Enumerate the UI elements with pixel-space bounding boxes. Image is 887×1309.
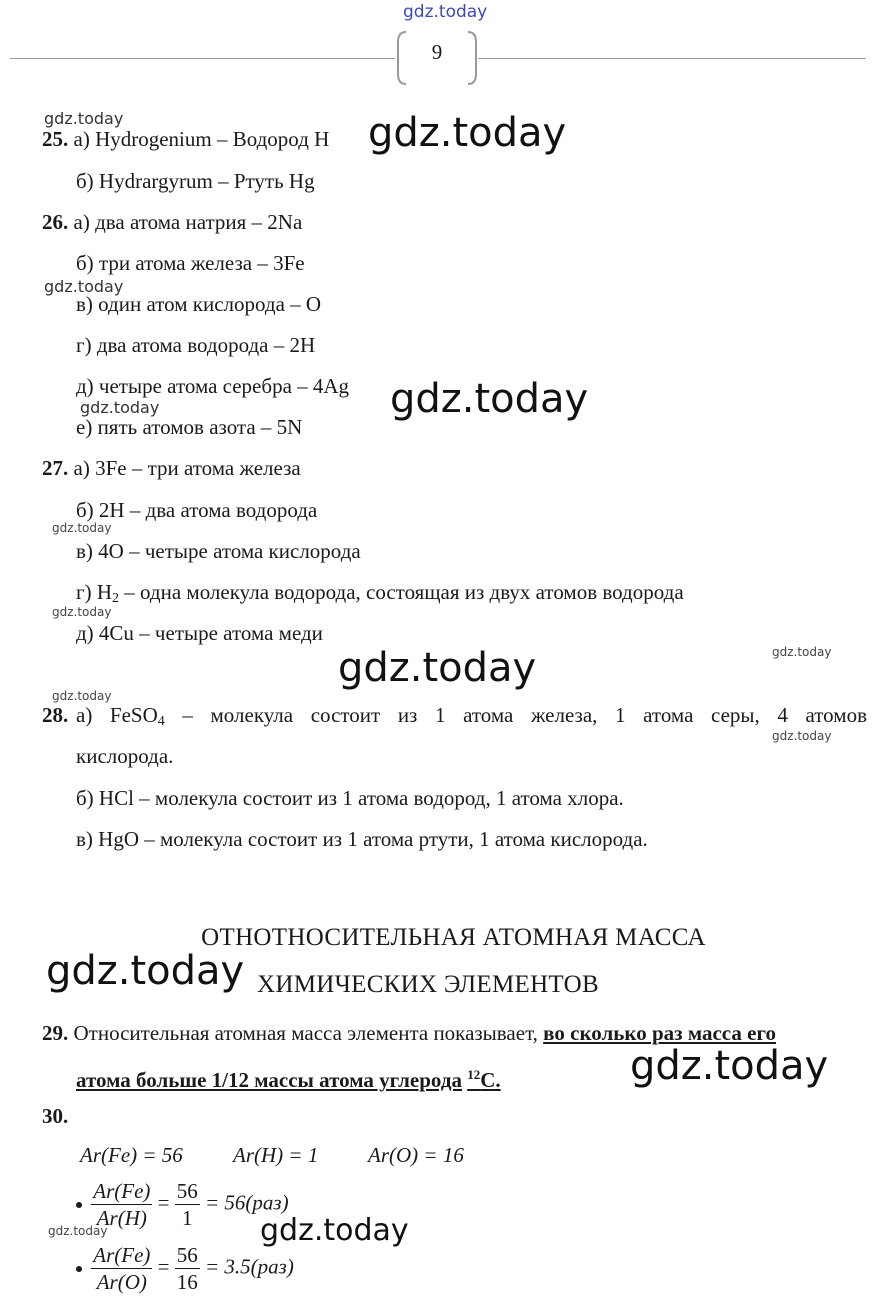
q29-isotope — [467, 1068, 500, 1092]
q26-e: д) четыре атома серебра – 4Ag — [76, 374, 350, 398]
q30-formula-1 — [76, 1178, 289, 1231]
q26-b: б) три атома железа – 3Fe — [76, 251, 305, 275]
q30-number: 30. — [42, 1104, 69, 1128]
formula-result: = 3.5(раз) — [204, 1254, 294, 1279]
bullet-icon — [76, 1266, 82, 1272]
fraction-denominator: Ar(H) — [96, 1206, 147, 1230]
q28-c: в) HgO – молекула состоит из 1 атома ртути, 1 атома кислорода. — [76, 827, 648, 851]
q28-a-post: – молекула состоит из 1 атома железа, 1 атома серы, 4 атомов — [164, 703, 867, 727]
header-rule-left — [10, 58, 395, 59]
q27-b: б) 2H – два атома водорода — [76, 498, 318, 522]
q26-a: а) два атома натрия – 2Na — [73, 210, 303, 234]
watermark: gdz.today — [46, 948, 245, 994]
fraction — [175, 1242, 200, 1295]
q29-bold-3: C. — [480, 1068, 501, 1092]
q27-c: в) 4O – четыре атома кислорода — [76, 539, 361, 563]
bullet-icon — [76, 1202, 82, 1208]
q27-d — [76, 579, 684, 612]
formula-result: = 56(раз) — [204, 1190, 289, 1215]
watermark: gdz.today — [772, 729, 832, 743]
watermark: gdz.today — [630, 1043, 829, 1089]
q29-number: 29. — [42, 1021, 69, 1045]
q26-number: 26. — [42, 210, 69, 234]
q27-e: д) 4Cu – четыре атома меди — [76, 621, 323, 645]
q30-ar-o: Ar(O) = 16 — [368, 1143, 464, 1167]
equals-sign: = — [157, 1254, 170, 1279]
fraction — [175, 1178, 200, 1231]
q30-formula-2 — [76, 1242, 294, 1295]
watermark: gdz.today — [390, 376, 589, 422]
equals-sign: = — [157, 1190, 170, 1215]
q26-d: г) два атома водорода – 2H — [76, 333, 316, 357]
watermark: gdz.today — [80, 398, 160, 417]
watermark: gdz.today — [338, 645, 537, 691]
q29-line-2 — [76, 1062, 501, 1093]
fraction-denominator: 16 — [176, 1270, 198, 1294]
fraction-numerator: Ar(Fe) — [93, 1243, 151, 1267]
q26-c: в) один атом кислорода – O — [76, 292, 322, 316]
q27-number: 27. — [42, 456, 69, 480]
watermark: gdz.today — [44, 109, 124, 128]
q27-a: а) 3Fe – три атома железа — [73, 456, 301, 480]
watermark: gdz.today — [52, 689, 112, 703]
q28-a — [76, 702, 867, 735]
fraction-denominator: 1 — [181, 1206, 193, 1230]
q26-f: е) пять атомов азота – 5N — [76, 415, 303, 439]
q28-a-pre: а) FeSO — [76, 703, 158, 727]
header-rule-right — [478, 58, 866, 59]
watermark: gdz.today — [48, 1224, 108, 1238]
watermark: gdz.today — [52, 605, 112, 619]
q27-d-pre: г) H — [76, 580, 113, 604]
q28-b: б) HCl – молекула состоит из 1 атома водород, 1 атома хлора. — [76, 786, 624, 810]
q25-a: а) Hydrogenium – Водород H — [73, 127, 330, 151]
q28-a-cont: кислорода. — [76, 744, 174, 768]
q25-line-a — [42, 126, 329, 152]
q28-number: 28. — [42, 703, 69, 727]
q28-a-sub: 4 — [157, 714, 165, 729]
q29-bold-2: атома больше 1/12 массы атома углерода — [76, 1068, 462, 1092]
watermark: gdz.today — [52, 521, 112, 535]
header-watermark: gdz.today — [403, 2, 488, 22]
q30-ar-fe: Ar(Fe) = 56 — [80, 1143, 183, 1167]
page-number: 9 — [431, 40, 443, 64]
q29-bold-1: во сколько раз масса его — [543, 1021, 776, 1045]
fraction-numerator: 56 — [176, 1243, 198, 1267]
fraction-denominator: Ar(O) — [96, 1270, 147, 1294]
q26-line-a — [42, 209, 302, 235]
watermark: gdz.today — [772, 645, 832, 659]
q27-d-post: – одна молекула водорода, состоящая из двух атомов водорода — [119, 580, 684, 604]
q29-text: Относительная атомная масса элемента показывает, — [73, 1021, 538, 1045]
watermark: gdz.today — [368, 110, 567, 156]
watermark: gdz.today — [260, 1213, 409, 1248]
q29-sup: 12 — [467, 1067, 481, 1082]
watermark: gdz.today — [44, 277, 124, 296]
q27-d-sub: 2 — [112, 591, 120, 606]
q25-b: б) Hydrargyrum – Ртуть Hg — [76, 169, 315, 193]
q28-line-a — [42, 702, 867, 728]
q27-line-a — [42, 455, 301, 481]
fraction-numerator: 56 — [176, 1179, 198, 1203]
section-title-line2: ХИМИЧЕСКИХ ЭЛЕМЕНТОВ — [257, 971, 599, 998]
section-title-line1: ОТНОТНОСИТЕЛЬНАЯ АТОМНАЯ МАССА — [201, 924, 706, 951]
q30-ar-h: Ar(H) = 1 — [233, 1143, 319, 1167]
fraction — [91, 1242, 152, 1295]
fraction-numerator: Ar(Fe) — [93, 1179, 151, 1203]
q25-number: 25. — [42, 127, 69, 151]
